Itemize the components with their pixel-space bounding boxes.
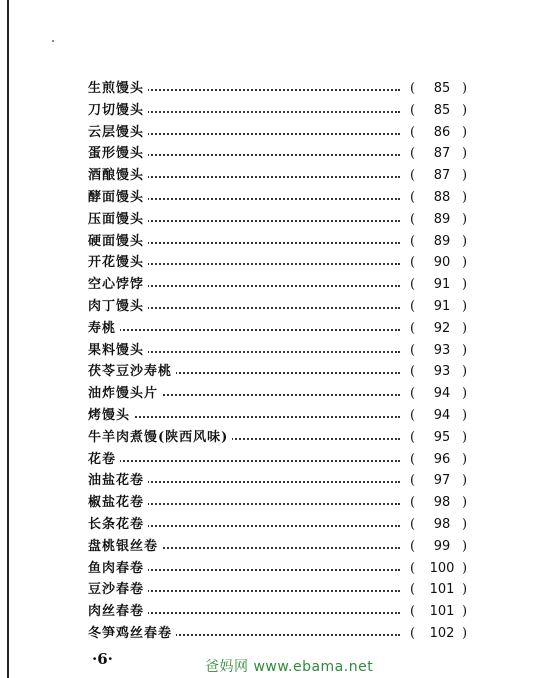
- toc-entry: [88, 252, 468, 274]
- dot-leader: [88, 329, 400, 331]
- right-paren: ): [462, 298, 468, 314]
- toc-entry-page: 89: [433, 233, 451, 249]
- toc-entry-title: 盘桃银丝卷: [88, 536, 162, 558]
- left-paren: (: [410, 255, 416, 271]
- watermark-text: 爸妈网 www.ebama.net: [205, 659, 374, 675]
- toc-entry: [88, 361, 468, 383]
- toc-entry: [88, 601, 468, 623]
- toc-entry-title: 豆沙春卷: [88, 579, 148, 601]
- page-number: ·6·: [92, 650, 113, 668]
- left-paren: (: [410, 211, 416, 227]
- toc-entry-title: 压面馒头: [88, 209, 148, 231]
- toc-entry-page: 98: [433, 495, 451, 511]
- toc-entry-title: 蛋形馒头: [88, 143, 148, 165]
- toc-entry: [88, 405, 468, 427]
- right-paren: ): [462, 495, 468, 511]
- toc-entry: [88, 340, 468, 362]
- toc-entry-page: 86: [433, 124, 451, 140]
- right-paren: ): [462, 451, 468, 467]
- left-paren: (: [410, 582, 416, 598]
- toc-entry-title: 油盐花卷: [88, 470, 148, 492]
- dot-leader: [88, 460, 400, 462]
- toc-entry-title: 烤馒头: [88, 405, 134, 427]
- left-paren: (: [410, 386, 416, 402]
- left-paren: (: [410, 233, 416, 249]
- toc-entry: [88, 383, 468, 405]
- toc-entry-page: 85: [433, 81, 451, 96]
- right-paren: ): [462, 211, 468, 227]
- left-paren: (: [410, 298, 416, 314]
- toc-entry-title: 云层馒头: [88, 122, 148, 144]
- toc-entry-title: 寿桃: [88, 318, 120, 340]
- toc-entry-title: 果料馒头: [88, 340, 148, 362]
- toc-entry: [88, 78, 468, 100]
- left-paren: (: [410, 342, 416, 358]
- left-paren: (: [410, 277, 416, 293]
- toc-entry-page: 98: [433, 516, 451, 532]
- toc-entry: [88, 296, 468, 318]
- toc-entry-page: 101: [429, 604, 455, 620]
- right-paren: ): [462, 386, 468, 402]
- toc-entry-page: 91: [433, 298, 451, 314]
- toc-entry: [88, 231, 468, 253]
- toc-entry: [88, 209, 468, 231]
- toc-entry-page: 100: [429, 560, 455, 576]
- right-paren: ): [462, 189, 468, 205]
- toc-entry: [88, 470, 468, 492]
- toc-entry-page: 92: [433, 320, 451, 336]
- toc-entry-page: 91: [433, 277, 451, 293]
- toc-entry: [88, 427, 468, 449]
- toc-entry-page: 99: [433, 538, 451, 554]
- left-paren: (: [410, 146, 416, 162]
- left-paren: (: [410, 320, 416, 336]
- toc-entry-page: 97: [433, 473, 451, 489]
- toc-entry-title: 长条花卷: [88, 514, 148, 536]
- toc-entry-page: 88: [433, 189, 451, 205]
- right-paren: ): [462, 538, 468, 554]
- left-paren: (: [410, 81, 416, 96]
- right-paren: ): [462, 560, 468, 576]
- toc-entry-title: 肉丁馒头: [88, 296, 148, 318]
- toc-entry: [88, 143, 468, 165]
- toc-entry: [88, 100, 468, 122]
- left-paren: (: [410, 168, 416, 184]
- toc-entry: [88, 558, 468, 580]
- toc-entry-page: 101: [429, 582, 455, 598]
- toc-entry-title: 生煎馒头: [88, 78, 148, 100]
- toc-entry-page: 87: [433, 146, 451, 162]
- toc-entry-title: 酒酿馒头: [88, 165, 148, 187]
- toc-entry-title: 油炸馒头片: [88, 383, 162, 405]
- left-paren: (: [410, 625, 416, 641]
- left-paren: (: [410, 124, 416, 140]
- left-paren: (: [410, 364, 416, 380]
- left-paren: (: [410, 407, 416, 423]
- toc-entry-page: 85: [433, 102, 451, 118]
- right-paren: ): [462, 473, 468, 489]
- toc-entry-page: 93: [433, 342, 451, 358]
- right-paren: ): [462, 582, 468, 598]
- left-paren: (: [410, 451, 416, 467]
- toc-entry-title: 硬面馒头: [88, 231, 148, 253]
- right-paren: ): [462, 102, 468, 118]
- right-paren: ): [462, 146, 468, 162]
- table-of-contents: [88, 78, 468, 645]
- left-paren: (: [410, 473, 416, 489]
- right-paren: ): [462, 429, 468, 445]
- right-paren: ): [462, 255, 468, 271]
- right-paren: ): [462, 342, 468, 358]
- dot-leader: [88, 416, 400, 418]
- toc-entry-title: 牛羊肉煮馒(陕西风味): [88, 427, 232, 449]
- right-paren: ): [462, 320, 468, 336]
- right-paren: ): [462, 407, 468, 423]
- right-paren: ): [462, 516, 468, 532]
- toc-entry: [88, 318, 468, 340]
- toc-entry-title: 茯苓豆沙寿桃: [88, 361, 176, 383]
- toc-entry-page: 96: [433, 451, 451, 467]
- toc-entry-title: 酵面馒头: [88, 187, 148, 209]
- right-paren: ): [462, 233, 468, 249]
- right-paren: ): [462, 604, 468, 620]
- right-paren: ): [462, 81, 468, 96]
- left-paren: (: [410, 560, 416, 576]
- right-paren: ): [462, 364, 468, 380]
- right-paren: ): [462, 277, 468, 293]
- toc-entry: [88, 274, 468, 296]
- toc-entry: [88, 579, 468, 601]
- toc-entry-title: 鱼肉春卷: [88, 558, 148, 580]
- left-paren: (: [410, 429, 416, 445]
- right-paren: ): [462, 168, 468, 184]
- toc-entry: [88, 449, 468, 471]
- toc-entry: [88, 492, 468, 514]
- left-paren: (: [410, 495, 416, 511]
- toc-entry-page: 94: [433, 407, 451, 423]
- toc-entry-title: 花卷: [88, 449, 120, 471]
- toc-entry-title: 肉丝春卷: [88, 601, 148, 623]
- page-binding-edge: [7, 0, 9, 678]
- toc-entry-title: 椒盐花卷: [88, 492, 148, 514]
- right-paren: ): [462, 625, 468, 641]
- toc-entry-title: 开花馒头: [88, 252, 148, 274]
- toc-entry-page: 90: [433, 255, 451, 271]
- toc-entry: [88, 187, 468, 209]
- left-paren: (: [410, 516, 416, 532]
- scan-speck: [52, 40, 54, 42]
- toc-entry-page: 89: [433, 211, 451, 227]
- left-paren: (: [410, 102, 416, 118]
- toc-entry-page: 93: [433, 364, 451, 380]
- toc-entry: [88, 623, 468, 645]
- toc-entry-page: 87: [433, 168, 451, 184]
- toc-entry: [88, 514, 468, 536]
- toc-entry-title: 刀切馒头: [88, 100, 148, 122]
- toc-entry-page: 102: [429, 625, 455, 641]
- left-paren: (: [410, 538, 416, 554]
- toc-entry-title: 冬笋鸡丝春卷: [88, 623, 176, 645]
- left-paren: (: [410, 604, 416, 620]
- left-paren: (: [410, 189, 416, 205]
- toc-entry: [88, 122, 468, 144]
- toc-entry: [88, 536, 468, 558]
- toc-entry-page: 94: [433, 386, 451, 402]
- right-paren: ): [462, 124, 468, 140]
- toc-entry-page: 95: [433, 429, 451, 445]
- toc-entry: [88, 165, 468, 187]
- toc-entry-title: 空心饽饽: [88, 274, 148, 296]
